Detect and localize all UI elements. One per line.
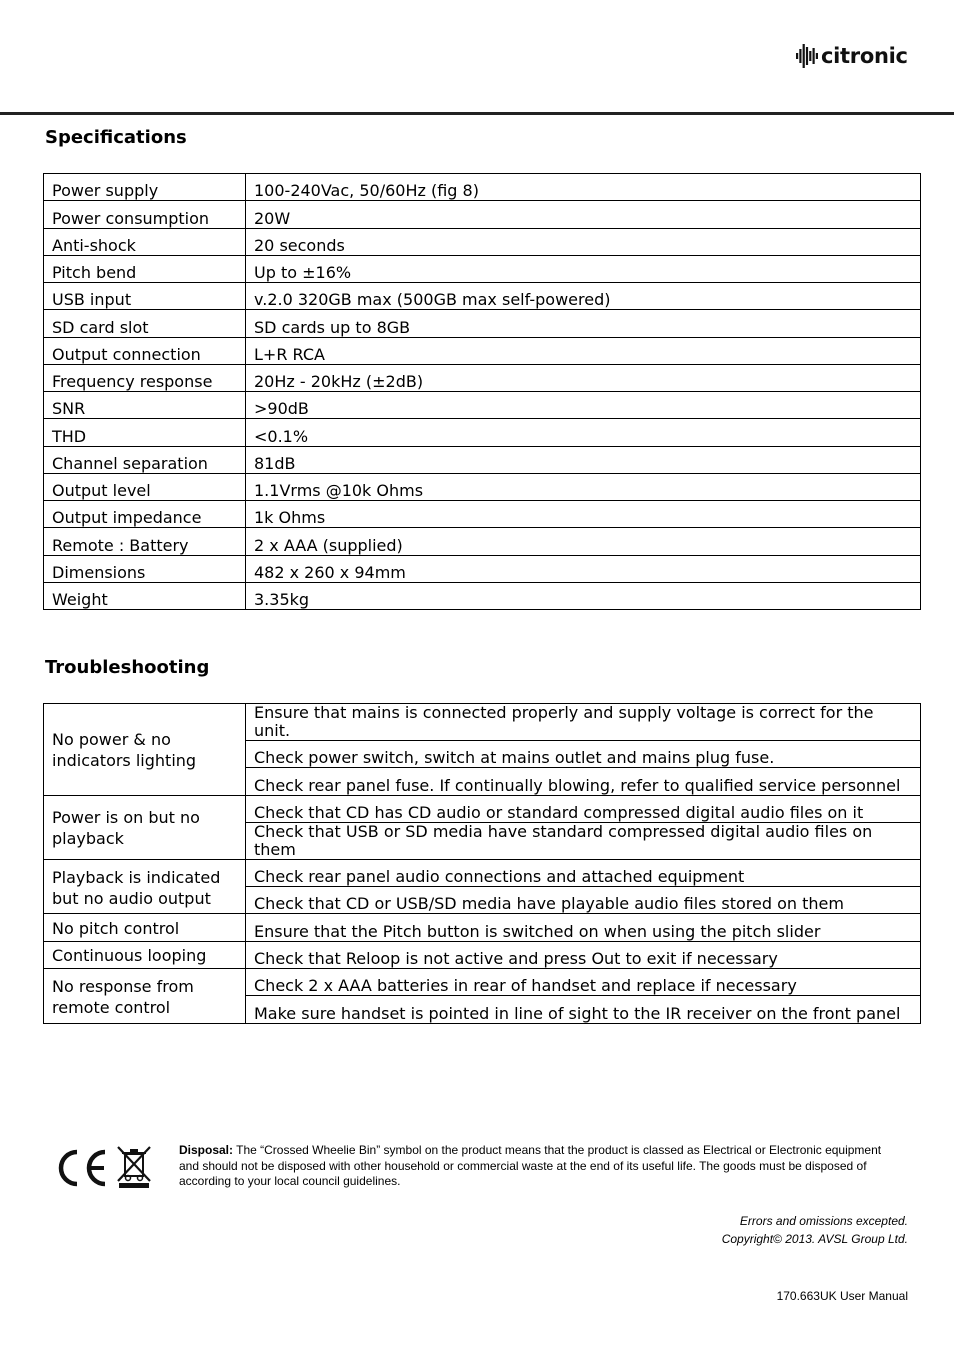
spec-row — [44, 283, 921, 310]
spec-value: Up to ±16% — [246, 255, 921, 282]
disposal-notice — [179, 1143, 899, 1190]
spec-value: 20 seconds — [246, 228, 921, 255]
spec-row — [44, 364, 921, 391]
spec-value: 20Hz - 20kHz (±2dB) — [246, 364, 921, 391]
errors-excepted-text: Errors and omissions excepted. — [739, 1214, 908, 1228]
crossed-wheelie-bin-icon — [116, 1145, 152, 1189]
troubleshooting-row — [44, 795, 921, 822]
spec-value: SD cards up to 8GB — [246, 310, 921, 337]
troubleshooting-row — [44, 859, 921, 886]
troubleshooting-row — [44, 914, 921, 941]
spec-label: Power consumption — [44, 201, 246, 228]
solution-cell: Check that Reloop is not active and press Out to exit if necessary — [246, 941, 921, 968]
disposal-label: Disposal: — [179, 1143, 234, 1157]
spec-row — [44, 501, 921, 528]
spec-label: Anti-shock — [44, 228, 246, 255]
solution-cell: Check that CD has CD audio or standard compressed digital audio files on it — [246, 795, 921, 822]
spec-row — [44, 473, 921, 500]
spec-row — [44, 337, 921, 364]
spec-value: 20W — [246, 201, 921, 228]
ce-mark-icon — [53, 1146, 109, 1190]
spec-value: 81dB — [246, 446, 921, 473]
brand-logo — [796, 42, 908, 70]
problem-cell: Continuous looping — [44, 941, 246, 968]
spec-row — [44, 555, 921, 582]
spec-row — [44, 582, 921, 609]
spec-label: Output connection — [44, 337, 246, 364]
specifications-table — [43, 173, 921, 610]
solution-cell: Check rear panel audio connections and attached equipment — [246, 859, 921, 886]
copyright-text: Copyright© 2013. AVSL Group Ltd. — [721, 1232, 908, 1246]
solution-cell: Ensure that the Pitch button is switched on when using the pitch slider — [246, 914, 921, 941]
spec-row — [44, 528, 921, 555]
spec-label: SNR — [44, 392, 246, 419]
spec-row — [44, 392, 921, 419]
specifications-heading: Specifications — [45, 127, 187, 148]
spec-row — [44, 255, 921, 282]
spec-value: 1.1Vrms @10k Ohms — [246, 473, 921, 500]
spec-value: L+R RCA — [246, 337, 921, 364]
spec-label: THD — [44, 419, 246, 446]
spec-label: Remote : Battery — [44, 528, 246, 555]
spec-label: USB input — [44, 283, 246, 310]
solution-cell: Check 2 x AAA batteries in rear of handset and replace if necessary — [246, 969, 921, 996]
spec-value: 100-240Vac, 50/60Hz (fig 8) — [246, 174, 921, 201]
solution-cell: Check that USB or SD media have standard compressed digital audio files on them — [246, 822, 921, 859]
brand-name: citronic — [821, 44, 908, 68]
spec-row — [44, 228, 921, 255]
troubleshooting-table — [43, 703, 921, 1024]
waveform-icon — [796, 43, 818, 69]
problem-cell: Power is on but no playback — [44, 795, 246, 859]
solution-cell: Check that CD or USB/SD media have playable audio files stored on them — [246, 887, 921, 914]
spec-value: >90dB — [246, 392, 921, 419]
header-divider — [0, 112, 954, 115]
troubleshooting-row — [44, 704, 921, 741]
spec-label: SD card slot — [44, 310, 246, 337]
spec-value: 2 x AAA (supplied) — [246, 528, 921, 555]
troubleshooting-heading: Troubleshooting — [45, 657, 210, 678]
legal-notice — [722, 1212, 908, 1248]
solution-cell: Check rear panel fuse. If continually blowing, refer to qualified service personnel — [246, 768, 921, 795]
disposal-text: The “Crossed Wheelie Bin” symbol on the product means that the product is classed as Electrical or Electronic equipment and should not be disposed with other household or commercial waste at the end of its useful life. The goods must be disposed of according to your local council guidelines. — [179, 1143, 882, 1188]
spec-row — [44, 310, 921, 337]
spec-row — [44, 174, 921, 201]
spec-label: Power supply — [44, 174, 246, 201]
problem-cell: No response from remote control — [44, 969, 246, 1024]
troubleshooting-row — [44, 969, 921, 996]
spec-row — [44, 419, 921, 446]
spec-label: Channel separation — [44, 446, 246, 473]
spec-label: Output level — [44, 473, 246, 500]
spec-label: Frequency response — [44, 364, 246, 391]
solution-cell: Check power switch, switch at mains outlet and mains plug fuse. — [246, 741, 921, 768]
spec-value: v.2.0 320GB max (500GB max self-powered) — [246, 283, 921, 310]
manual-reference: 170.663UK User Manual — [776, 1289, 908, 1303]
spec-label: Weight — [44, 582, 246, 609]
solution-cell: Make sure handset is pointed in line of sight to the IR receiver on the front panel — [246, 996, 921, 1023]
spec-row — [44, 446, 921, 473]
spec-value: 3.35kg — [246, 582, 921, 609]
problem-cell: No power & no indicators lighting — [44, 704, 246, 796]
problem-cell: No pitch control — [44, 914, 246, 941]
spec-value: 482 x 260 x 94mm — [246, 555, 921, 582]
troubleshooting-row — [44, 941, 921, 968]
spec-label: Output impedance — [44, 501, 246, 528]
spec-value: <0.1% — [246, 419, 921, 446]
problem-cell: Playback is indicated but no audio output — [44, 859, 246, 914]
spec-value: 1k Ohms — [246, 501, 921, 528]
solution-cell: Ensure that mains is connected properly and supply voltage is correct for the unit. — [246, 704, 921, 741]
spec-label: Dimensions — [44, 555, 246, 582]
spec-label: Pitch bend — [44, 255, 246, 282]
spec-row — [44, 201, 921, 228]
